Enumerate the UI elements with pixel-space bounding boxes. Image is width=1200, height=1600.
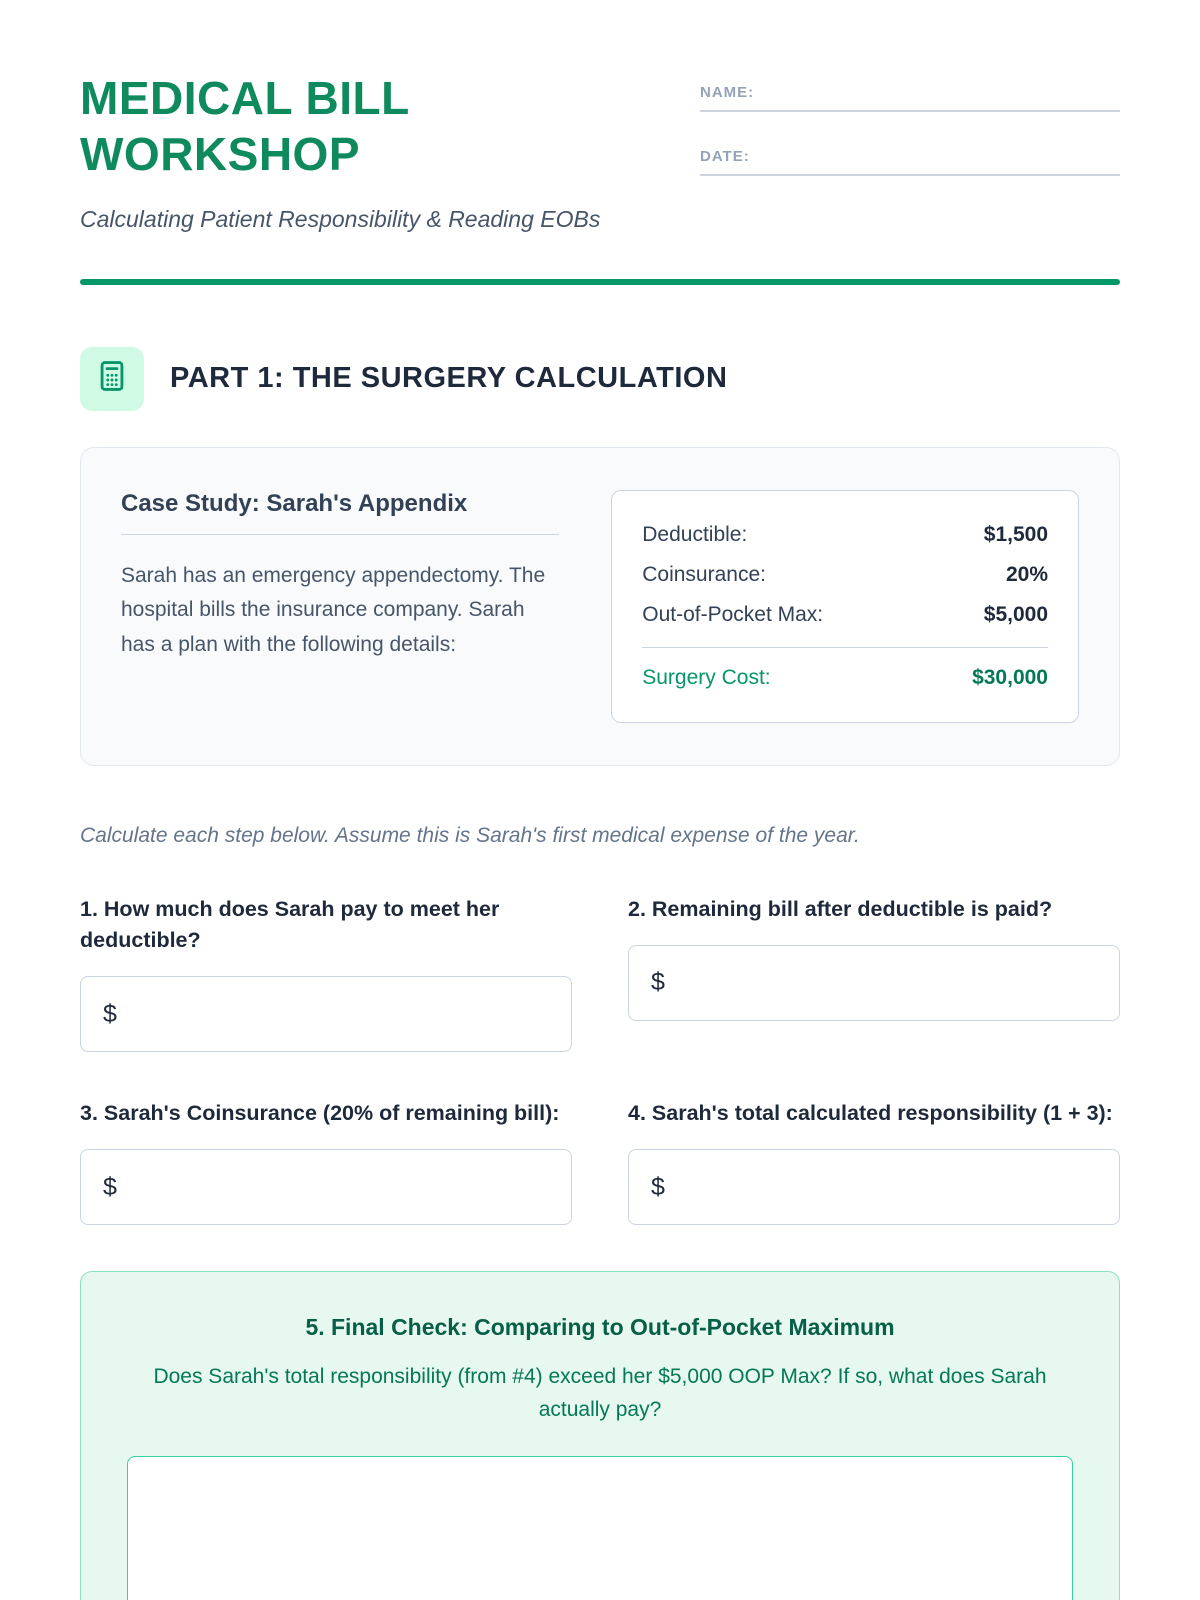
question-2-input[interactable] [677,969,1097,997]
plan-details-panel [611,490,1079,723]
page-title-line1: MEDICAL BILL [80,72,410,124]
surgery-cost-row [642,647,1048,698]
question-2-label: 2. Remaining bill after deductible is paid? [628,896,1053,921]
question-1-input-box [80,976,572,1052]
plan-value: 20% [1005,562,1048,586]
dollar-prefix: $ [103,999,117,1028]
question-1-block [80,894,572,1052]
part1-heading: PART 1: THE SURGERY CALCULATION [170,362,728,395]
plan-row-deductible [642,515,1048,555]
header-title-block [80,70,600,237]
page-title [80,70,600,182]
surgery-cost-label: Surgery Cost: [642,665,771,689]
question-4-block [628,1098,1120,1225]
case-study-text [121,490,559,723]
plan-label: Out-of-Pocket Max: [642,602,824,626]
final-check-card [80,1271,1120,1600]
header-divider [80,279,1120,285]
name-label: NAME: [700,84,755,101]
plan-label: Coinsurance: [642,562,766,586]
dollar-prefix: $ [651,1172,665,1201]
name-input[interactable] [766,80,1120,101]
dollar-prefix: $ [651,968,665,997]
page-subtitle: Calculating Patient Responsibility & Reading EOBs [80,206,601,233]
case-study-description: Sarah has an emergency appendectomy. The hospital bills the insurance company. Sarah has a plan with the following details: [121,563,546,656]
plan-row-coinsurance [642,555,1048,595]
plan-label: Deductible: [642,522,748,546]
question-4-input-box [628,1149,1120,1225]
dollar-prefix: $ [103,1172,117,1201]
question-3-input[interactable] [129,1173,549,1201]
calculator-icon-box [80,347,144,411]
question-4-label: 4. Sarah's total calculated responsibility (1 + 3): [628,1101,1113,1126]
date-input[interactable] [762,144,1120,165]
question-3-block [80,1098,572,1225]
question-1-input[interactable] [129,1000,549,1028]
plan-row-oop-max [642,595,1048,635]
question-1-label: 1. How much does Sarah pay to meet her deductible? [80,896,500,952]
page-title-line2: WORKSHOP [80,128,360,181]
question-2-block [628,894,1120,1052]
final-check-title: 5. Final Check: Comparing to Out-of-Pocket Maximum [305,1314,895,1341]
case-study-card [80,447,1120,766]
name-date-block [700,70,1120,208]
final-check-answer-area[interactable] [127,1456,1073,1600]
date-label: DATE: [700,148,750,165]
case-study-title: Case Study: Sarah's Appendix [121,490,559,535]
question-4-input[interactable] [677,1173,1097,1201]
instruction-text: Calculate each step below. Assume this is Sarah's first medical expense of the year. [80,823,860,847]
question-3-input-box [80,1149,572,1225]
question-2-input-box [628,945,1120,1021]
name-field-row [700,80,1120,112]
plan-value: $5,000 [983,602,1048,626]
date-field-row [700,144,1120,176]
question-3-label: 3. Sarah's Coinsurance (20% of remaining bill): [80,1101,560,1126]
final-check-question: Does Sarah's total responsibility (from #4) exceed her $5,000 OOP Max? If so, what does Sarah actually pay? [153,1365,1047,1421]
plan-value: $1,500 [983,522,1048,546]
surgery-cost-value: $30,000 [972,665,1048,689]
calculator-icon [95,359,129,398]
questions-grid [80,894,1120,1226]
part1-heading-row [80,347,1120,411]
header [80,70,1120,237]
